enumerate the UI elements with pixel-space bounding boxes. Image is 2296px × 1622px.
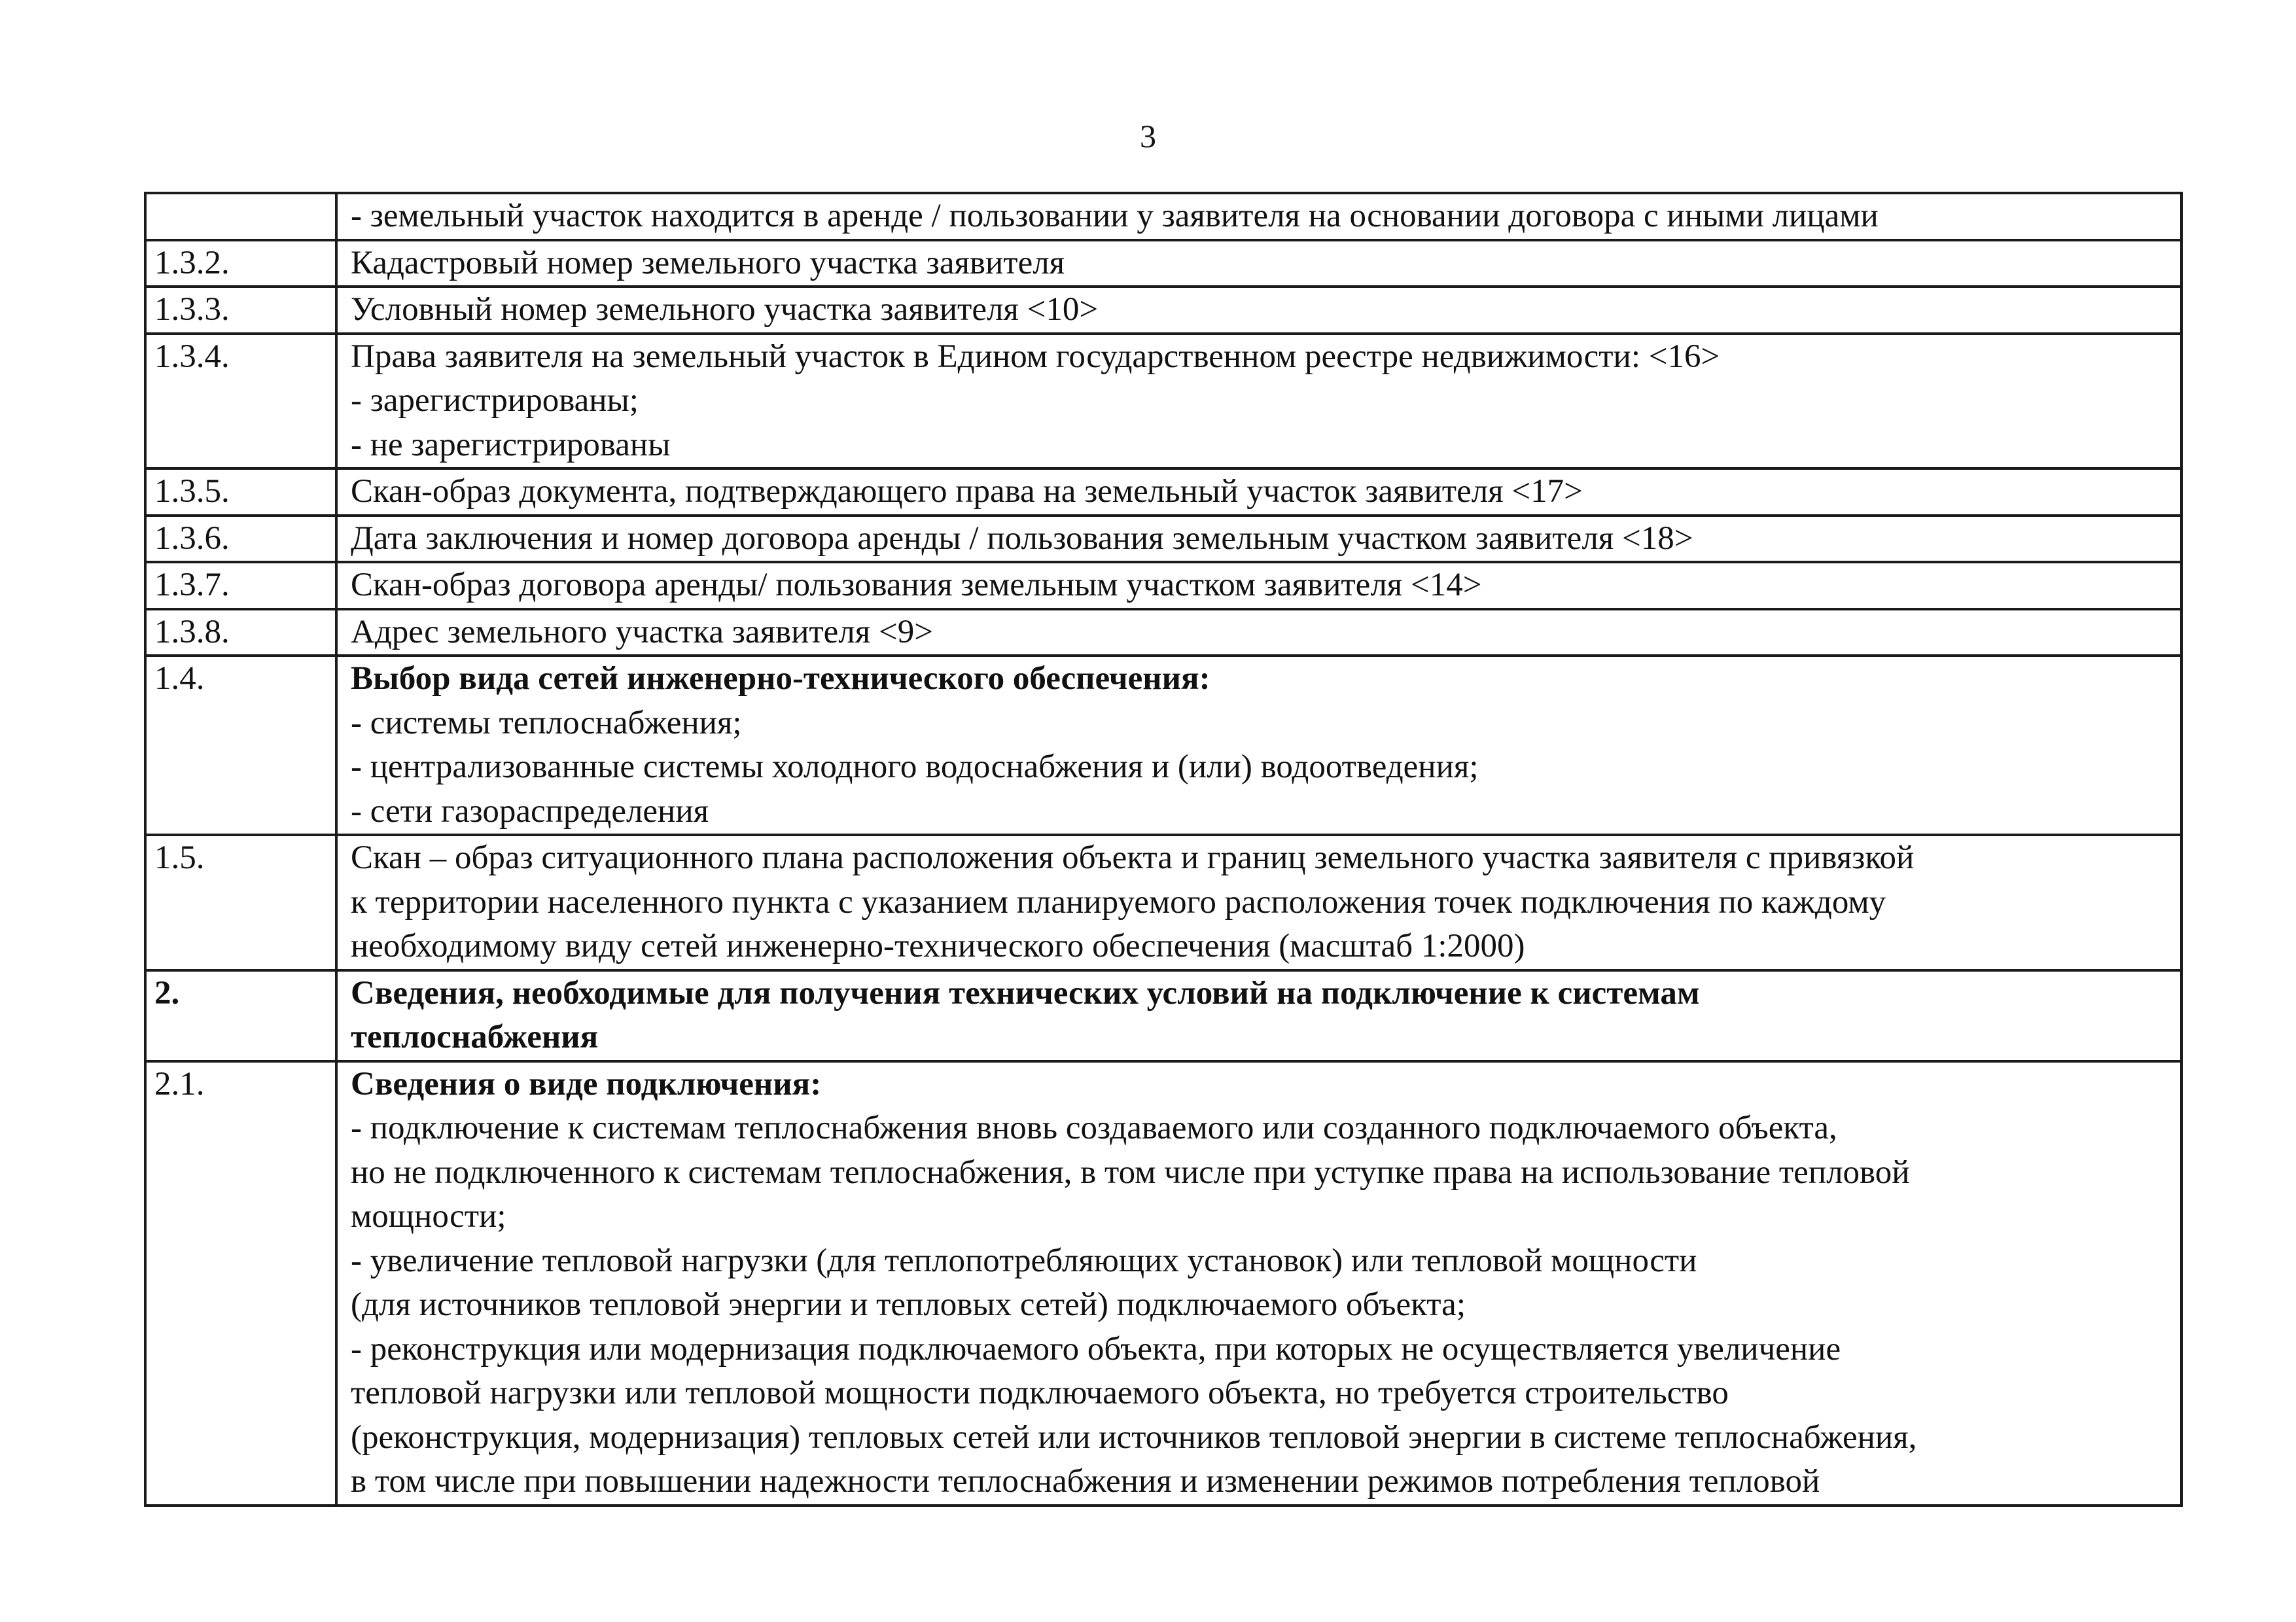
content-line: необходимому виду сетей инженерно-технического обеспечения (масштаб 1:2000) bbox=[351, 928, 1525, 964]
row-number: 1.5. bbox=[145, 835, 336, 970]
content-line: к территории населенного пункта с указанием планируемого расположения точек подключения по каждому bbox=[351, 883, 1886, 921]
content-line: - системы теплоснабжения; bbox=[351, 704, 742, 741]
content-line: Скан-образ договора аренды/ пользования земельным участком заявителя <14> bbox=[351, 567, 1482, 603]
row-content bbox=[336, 970, 2181, 1061]
row-number: 2.1. bbox=[145, 1061, 336, 1506]
table-row bbox=[145, 193, 2181, 240]
row-content bbox=[336, 193, 2181, 240]
content-line: Адрес земельного участка заявителя <9> bbox=[351, 613, 933, 650]
row-number: 1.4. bbox=[145, 656, 336, 835]
row-number: 1.3.3. bbox=[145, 287, 336, 334]
row-number: 1.3.2. bbox=[145, 240, 336, 287]
section-heading: Выбор вида сетей инженерно-технического обеспечения: bbox=[351, 660, 1210, 697]
content-line: - подключение к системам теплоснабжения вновь создаваемого или созданного подключаемого объекта, bbox=[351, 1110, 1837, 1146]
content-line: - зарегистрированы; bbox=[351, 382, 639, 419]
content-line: Скан – образ ситуационного плана расположения объекта и границ земельного участка заявителя с привязкой bbox=[351, 839, 1915, 876]
section-heading: теплоснабжения bbox=[351, 1019, 599, 1055]
table-row bbox=[145, 287, 2181, 334]
table-row bbox=[145, 334, 2181, 469]
content-line: но не подключенного к системам теплоснабжения, в том числе при уступке права на использование тепловой bbox=[351, 1154, 1910, 1191]
row-content bbox=[336, 656, 2181, 835]
content-line: в том числе при повышении надежности теплоснабжения и изменении режимов потребления тепловой bbox=[351, 1463, 1820, 1500]
row-number: 2. bbox=[145, 970, 336, 1061]
row-content bbox=[336, 287, 2181, 334]
table-row bbox=[145, 609, 2181, 656]
table-row bbox=[145, 1061, 2181, 1506]
row-content bbox=[336, 468, 2181, 516]
application-fields-table bbox=[144, 192, 2183, 1507]
content-line: Кадастровый номер земельного участка заявителя bbox=[351, 244, 1065, 281]
content-line: Скан-образ документа, подтверждающего права на земельный участок заявителя <17> bbox=[351, 473, 1583, 510]
content-line: - централизованные системы холодного водоснабжения и (или) водоотведения; bbox=[351, 749, 1479, 785]
row-content bbox=[336, 562, 2181, 609]
row-content bbox=[336, 334, 2181, 469]
content-line: - реконструкция или модернизация подключаемого объекта, при которых не осуществляется увеличение bbox=[351, 1330, 1841, 1367]
section-heading: Сведения, необходимые для получения технических условий на подключение к системам bbox=[351, 974, 1700, 1012]
section-heading: Сведения о виде подключения: bbox=[351, 1065, 822, 1102]
content-line: (для источников тепловой энергии и тепловых сетей) подключаемого объекта; bbox=[351, 1286, 1466, 1323]
content-line: Условный номер земельного участка заявителя <10> bbox=[351, 291, 1099, 328]
table-row bbox=[145, 516, 2181, 563]
content-line: (реконструкция, модернизация) тепловых сетей или источников тепловой энергии в системе теплоснабжения, bbox=[351, 1419, 1917, 1456]
row-number: 1.3.7. bbox=[145, 562, 336, 609]
row-content bbox=[336, 240, 2181, 287]
row-content bbox=[336, 516, 2181, 563]
table-row bbox=[145, 970, 2181, 1061]
page-number: 3 bbox=[1140, 118, 1156, 154]
content-line: - увеличение тепловой нагрузки (для теплопотребляющих установок) или тепловой мощности bbox=[351, 1242, 1697, 1279]
row-content bbox=[336, 835, 2181, 970]
content-line: - земельный участок находится в аренде / пользовании у заявителя на основании договора с иными лицами bbox=[351, 198, 1879, 234]
table-body bbox=[145, 193, 2181, 1506]
content-line: тепловой нагрузки или тепловой мощности подключаемого объекта, но требуется строительство bbox=[351, 1375, 1729, 1411]
table-row bbox=[145, 562, 2181, 609]
row-number bbox=[145, 193, 336, 240]
table-row bbox=[145, 468, 2181, 516]
table-row bbox=[145, 656, 2181, 835]
table-row bbox=[145, 835, 2181, 970]
table-row bbox=[145, 240, 2181, 287]
row-number: 1.3.8. bbox=[145, 609, 336, 656]
row-content bbox=[336, 1061, 2181, 1506]
row-number: 1.3.6. bbox=[145, 516, 336, 563]
content-line: Дата заключения и номер договора аренды / пользования земельным участком заявителя <18> bbox=[351, 520, 1693, 557]
content-line: Права заявителя на земельный участок в Едином государственном реестре недвижимости: <16> bbox=[351, 338, 1720, 375]
content-line: - не зарегистрированы bbox=[351, 426, 671, 463]
row-number: 1.3.5. bbox=[145, 468, 336, 516]
row-content bbox=[336, 609, 2181, 656]
row-number: 1.3.4. bbox=[145, 334, 336, 469]
content-line: мощности; bbox=[351, 1198, 506, 1235]
content-line: - сети газораспределения bbox=[351, 792, 709, 830]
